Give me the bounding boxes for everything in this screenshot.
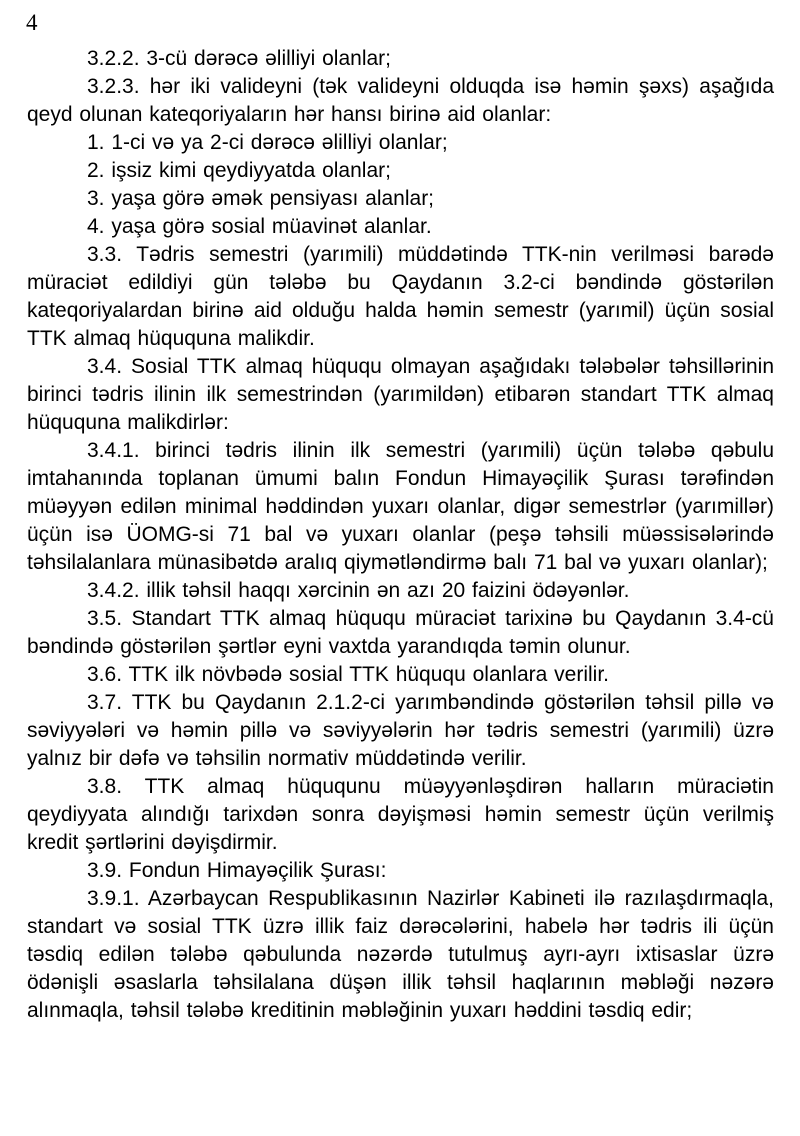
paragraph: 3.8. TTK almaq hüququnu müəyyənləşdirən halların müraciətin qeydiyyata alındığı tarixdən sonra dəyişməsi həmin semestr üçün verilmiş kredit şərtlərini dəyişdirmir. <box>27 775 774 854</box>
paragraph: 2. işsiz kimi qeydiyyatda olanlar; <box>87 159 391 182</box>
paragraph: 3.4. Sosial TTK almaq hüququ olmayan aşağıdakı tələbələr təhsillərinin birinci tədris ilinin ilk semestrindən (yarımildən) etibarən standart TTK almaq hüququna malikdirlər: <box>27 355 774 434</box>
paragraph: 3.5. Standart TTK almaq hüququ müraciət tarixinə bu Qaydanın 3.4-cü bəndində göstərilən şərtlər eyni vaxtda yarandıqda təmin olunur. <box>27 607 774 658</box>
paragraph: 4. yaşa görə sosial müavinət alanlar. <box>87 215 432 238</box>
paragraph: 3.3. Tədris semestri (yarımili) müddətində TTK-nin verilməsi barədə müraciət edildiyi gün tələbə bu Qaydanın 3.2-ci bəndində göstərilən kateqoriyalardan birinə aid olduğu halda həmin semestr (yarımil) üçün sosial TTK almaq hüququna malikdir. <box>27 243 774 350</box>
paragraph: 3.9.1. Azərbaycan Respublikasının Nazirlər Kabineti ilə razılaşdırmaqla, standart və sosial TTK üzrə illik faiz dərəcələrini, habelə hər tədris ili üçün təsdiq edilən tələbə qəbulunda nəzərdə tutulmuş ayrı-ayrı ixtisaslar üzrə ödənişli əsaslarla təhsilalana düşən illik təhsil haqlarının məbləği nəzərə alınmaqla, təhsil tələbə kreditinin məbləğinin yuxarı həddini təsdiq edir; <box>27 887 774 1022</box>
paragraph: 3.6. TTK ilk növbədə sosial TTK hüququ olanlara verilir. <box>87 663 609 686</box>
paragraph: 3. yaşa görə əmək pensiyası alanlar; <box>87 187 435 210</box>
paragraph: 3.4.2. illik təhsil haqqı xərcinin ən azı 20 faizini ödəyənlər. <box>87 579 630 602</box>
paragraph: 1. 1-ci və ya 2-ci dərəcə əlilliyi olanlar; <box>87 131 448 154</box>
page-number: 4 <box>26 10 38 35</box>
paragraph: 3.9. Fondun Himayəçilik Şurası: <box>87 859 387 882</box>
paragraph: 3.2.2. 3-cü dərəcə əlilliyi olanlar; <box>87 47 391 70</box>
paragraph: 3.4.1. birinci tədris ilinin ilk semestri (yarımili) üçün tələbə qəbulu imtahanında toplanan ümumi balın Fondun Himayəçilik Şurası tərəfindən müəyyən edilən minimal həddindən yuxarı olanlar, digər semestrlər (yarımillər) üçün isə ÜOMG-si 71 bal və yuxarı olanlar (peşə təhsili müəssisələrində təhsilalanlara münasibətdə aralıq qiymətləndirmə balı 71 bal və yuxarı olanlar); <box>27 439 774 574</box>
paragraph: 3.2.3. hər iki valideyni (tək valideyni olduqda isə həmin şəxs) aşağıda qeyd olunan kateqoriyaların hər hansı birinə aid olanlar: <box>27 75 774 126</box>
paragraph: 3.7. TTK bu Qaydanın 2.1.2-ci yarımbəndində göstərilən təhsil pillə və səviyyələri və həmin pillə və səviyyələrin hər tədris semestri (yarımili) üzrə yalnız bir dəfə və təhsilin normativ müddətində verilir. <box>27 691 774 770</box>
document-body <box>27 45 774 1025</box>
